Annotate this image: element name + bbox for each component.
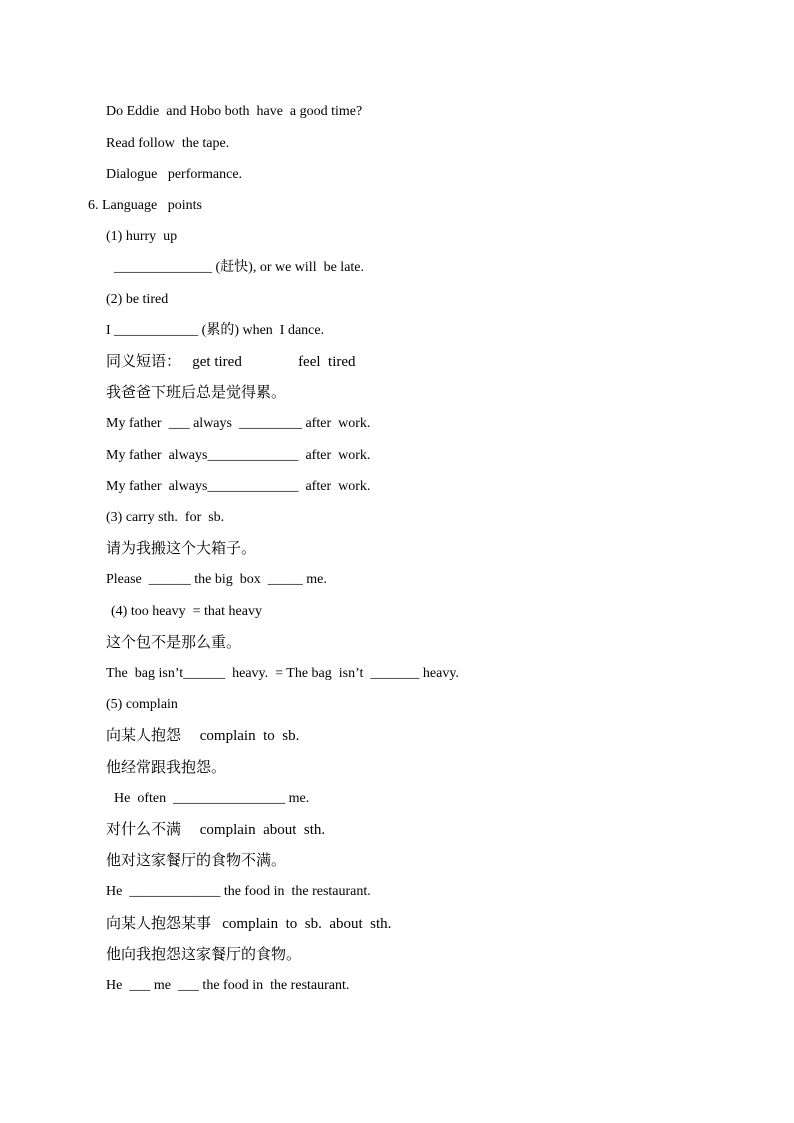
text-line: 他对这家餐厅的食物不满。 [106,853,287,869]
section-heading: 6. Language points [88,198,202,213]
sub-heading: (1) hurry up [106,229,178,244]
exercise-line: I ____________ (累的) when I dance. [106,323,325,338]
exercise-line: He ___ me ___ the food in the restaurant. [106,978,350,993]
text-line: 同义短语： get tired feel tired [106,354,356,370]
text-line: Read follow the tape. [106,136,230,151]
text-line: Do Eddie and Hobo both have a good time? [106,104,363,119]
text-line: 他经常跟我抱怨。 [106,760,227,776]
text-line: 请为我搬这个大箱子。 [106,541,257,557]
text-line: 对什么不满 complain about sth. [106,822,326,838]
text-line: 向某人抱怨某事 complain to sb. about sth. [106,916,392,932]
text-line: 他向我抱怨这家餐厅的食物。 [106,947,302,963]
text-line: 我爸爸下班后总是觉得累。 [106,385,287,401]
exercise-line: He often ________________ me. [114,791,310,806]
sub-heading: (2) be tired [106,292,169,307]
exercise-line: ______________ (赶快), or we will be late. [114,260,365,275]
sub-heading: (3) carry sth. for sb. [106,510,225,525]
exercise-line: The bag isn’t______ heavy. = The bag isn’t _______ heavy. [106,666,459,681]
exercise-line: He _____________ the food in the restaurant. [106,884,371,899]
sub-heading: (4) too heavy = that heavy [111,604,262,619]
exercise-line: My father ___ always _________ after work. [106,416,371,431]
text-line: 向某人抱怨 complain to sb. [106,728,300,744]
text-line: 这个包不是那么重。 [106,635,242,651]
exercise-line: My father always_____________ after work. [106,448,371,463]
exercise-line: My father always_____________ after work. [106,479,371,494]
exercise-line: Please ______ the big box _____ me. [106,572,327,587]
sub-heading: (5) complain [106,697,178,712]
text-line: Dialogue performance. [106,167,243,182]
